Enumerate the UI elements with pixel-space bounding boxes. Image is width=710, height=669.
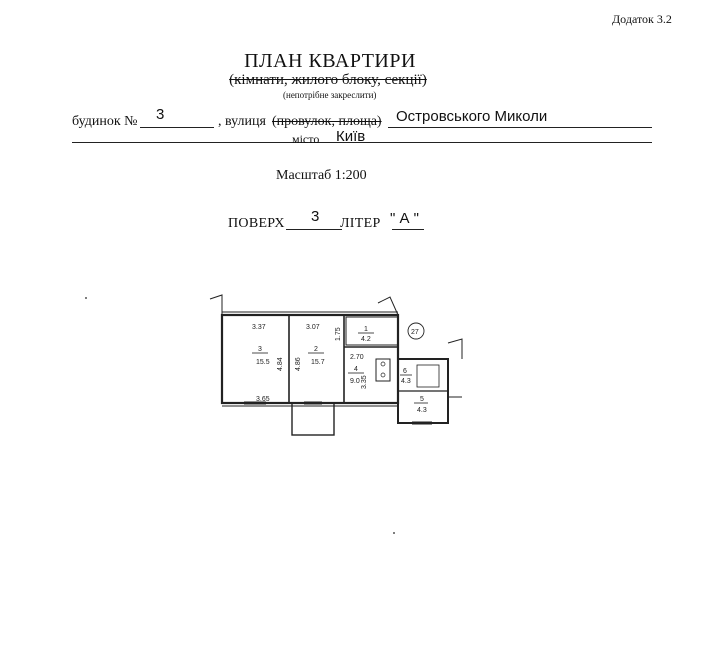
street-label: , вулиця — [218, 114, 266, 129]
room-number: 3 — [258, 346, 262, 353]
dimension-label: 1.75 — [335, 327, 342, 341]
bath-fixture — [417, 365, 439, 387]
annex-label: Додаток 3.2 — [612, 12, 672, 26]
dimension-label: 4.84 — [277, 357, 284, 371]
dimension-label: 2.70 — [350, 354, 364, 361]
street-underline — [388, 127, 652, 128]
room-area: 4.3 — [401, 378, 411, 385]
dimension-label: 3.07 — [306, 324, 320, 331]
dimension-label: 4.86 — [295, 357, 302, 371]
room-number: 6 — [403, 368, 407, 375]
subtitle-note: (непотрібне закреслити) — [283, 90, 377, 100]
room-area: 4.3 — [417, 407, 427, 414]
dimension-label: 3.37 — [252, 324, 266, 331]
room-area: 4.2 — [361, 336, 371, 343]
liter-underline — [392, 229, 424, 230]
room-1-walls — [346, 317, 398, 345]
room-area: 9.0 — [350, 378, 360, 385]
room-number: 4 — [354, 366, 358, 373]
floor-label: ПОВЕРХ — [228, 216, 285, 231]
room-area: 15.5 — [256, 359, 270, 366]
city-name: Київ — [336, 128, 366, 145]
house-underline — [140, 127, 214, 128]
room-area: 15.7 — [311, 359, 325, 366]
room-number: 5 — [420, 396, 424, 403]
street-type-struck: (провулок, площа) — [272, 114, 382, 129]
floor-plan-drawing — [200, 285, 480, 445]
speck — [393, 532, 395, 534]
speck — [85, 297, 87, 299]
balcony — [292, 403, 334, 435]
scale-label: Масштаб 1:200 — [276, 168, 367, 183]
house-label: будинок № — [72, 114, 138, 129]
stair-mark: 27 — [411, 329, 419, 336]
dimension-label: 3.35 — [361, 375, 368, 389]
room-number: 1 — [364, 326, 368, 333]
floor-number: 3 — [311, 208, 320, 225]
house-number: 3 — [156, 106, 165, 123]
liter-value: " А " — [390, 210, 419, 227]
floor-underline — [286, 229, 342, 230]
document-subtitle: (кімнати, жилого блоку, секції) — [229, 72, 427, 88]
document-title: ПЛАН КВАРТИРИ — [244, 50, 416, 72]
street-name: Островського Миколи — [396, 108, 548, 125]
liter-label: ЛІТЕР — [340, 216, 381, 231]
room-number: 2 — [314, 346, 318, 353]
dimension-label: 3.65 — [256, 396, 270, 403]
city-label: місто — [292, 132, 320, 146]
